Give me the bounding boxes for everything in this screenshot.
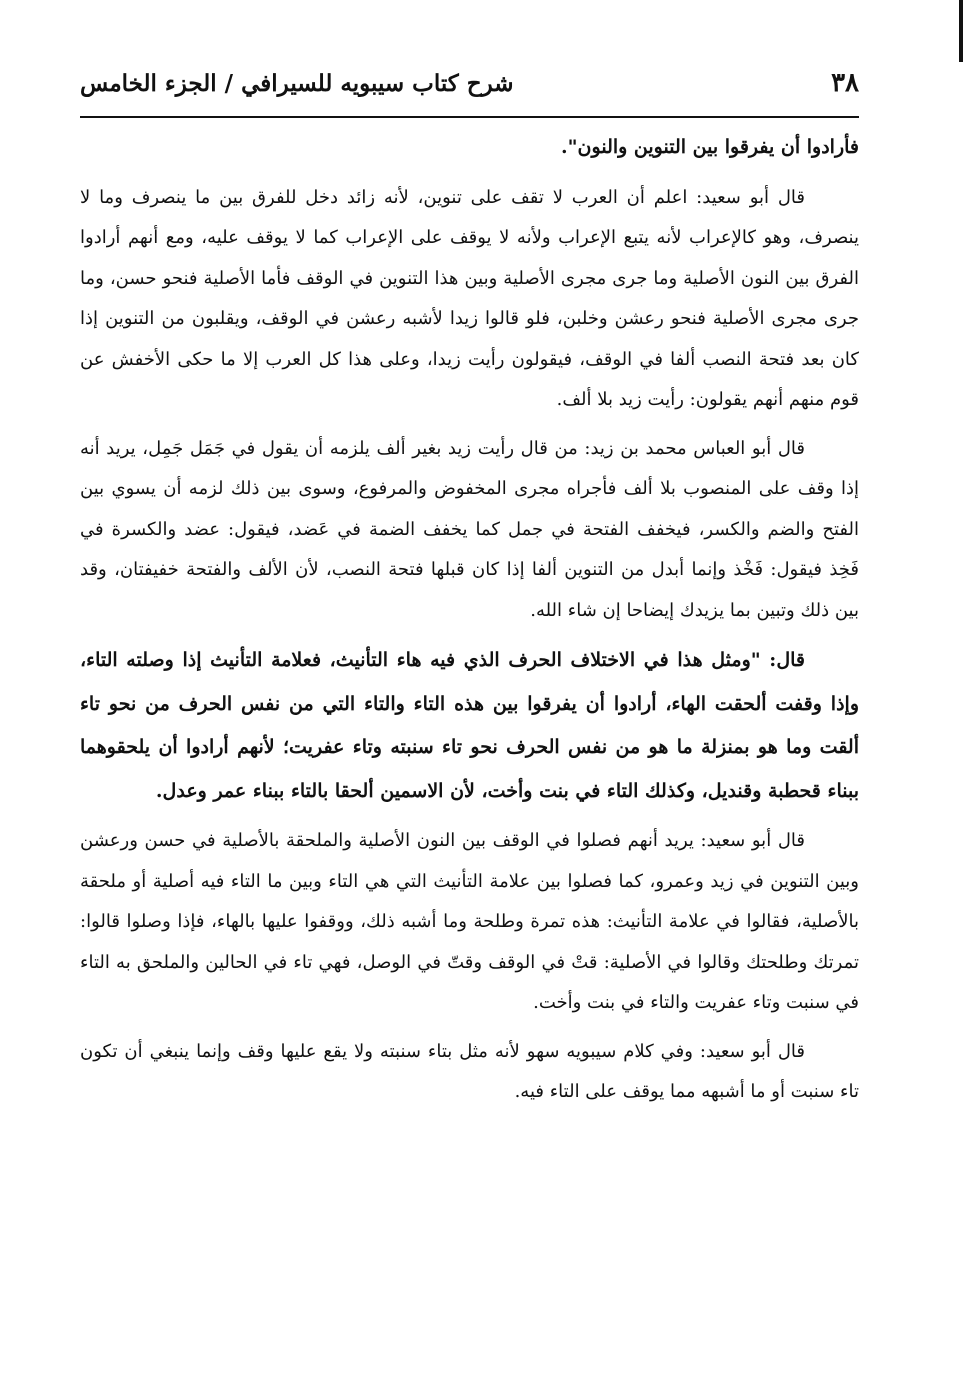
commentary-paragraph: قال أبو سعيد: وفي كلام سيبويه سهو لأنه مثل بتاء سنبته ولا يقع عليها وقف وإنما ينبغي أن تكون تاء سنبت أو ما أشبهه مما يوقف على التاء فيه. <box>80 1040 859 1102</box>
quoted-text-continuation: فأرادوا أن يفرقوا بين التنوين والنون". <box>561 136 859 158</box>
commentary-paragraph: قال أبو العباس محمد بن زيد: من قال رأيت زيد بغير ألف يلزمه أن يقول في جَمَل جَمِل، يريد أنه إذا وقف على المنصوب بلا ألف فأجراه مجرى المخفوض والمرفوع، وسوى بين ذلك لزمه أن يسوي بين الفتح والضم والكسر، فيخفف الفتحة في جمل كما يخفف الضمة في عَضد، فيقول: عضد والكسرة في فَخِذ فيقول: فَخْذ وإنما أبدل من التنوين ألفا إذا كان قبلها فتحة النصب، لأن الألف والفتحة خفيفتان، وقد بين ذلك وتبين بما يزيدك إيضاحا إن شاء الله. <box>80 437 860 621</box>
header-rule <box>80 116 859 118</box>
page-body <box>80 126 859 1121</box>
page-number: ٣٨ <box>831 68 859 98</box>
page-header <box>80 55 859 111</box>
quoted-text-paragraph: قال: "ومثل هذا في الاختلاف الحرف الذي فيه هاء التأنيث، فعلامة التأنيث إذا وصلته التاء، وإذا وقفت ألحقت الهاء، أرادوا أن يفرقوا بين هذه التاء والتاء التي من نفس الحرف من نحو تاء ألقت وما هو بمنزلة ما هو من نفس الحرف نحو تاء سنبته وتاء عفريت؛ لأنهم أرادوا أن يلحقوهما ببناء قحطبة وقنديل، وكذلك التاء في بنت وأخت، لأن الاسمين ألحقا بالتاء ببناء عمر وعدل. <box>80 649 859 802</box>
commentary-paragraph: قال أبو سعيد: اعلم أن العرب لا تقف على تنوين، لأنه زائد دخل للفرق بين ما ينصرف وما لا ينصرف، وهو كالإعراب لأنه يتبع الإعراب ولأنه لا يوقف على الإعراب كما لا يوقف عليه، ومع أنهم أرادوا الفرق بين النون الأصلية وما جرى مجرى الأصلية وبين هذا التنوين في الوقف فأما الأصلية فنحو حسن، وما جرى مجرى الأصلية فنحو رعشن وخلبن، فلو قالوا زيدا لأشبه رعشن في الوقف، ويقلبون من التنوين إذا كان بعد فتحة النصب ألفا في الوقف، فيقولون رأيت زيدا، وعلى هذا كل العرب إلا ما حكى الأخفش عن قوم منهم أنهم يقولون: رأيت زيد بلا ألف. <box>80 186 859 410</box>
running-title: شرح كتاب سيبويه للسيرافي / الجزء الخامس <box>80 69 514 97</box>
commentary-paragraph: قال أبو سعيد: يريد أنهم فصلوا في الوقف بين النون الأصلية والملحقة بالأصلية في حسن ورعشن وبين التنوين في زيد وعمرو، كما فصلوا بين علامة التأنيث التي هي التاء وبين ما التاء فيه أصلية أو ملحقة بالأصلية، فقالوا في علامة التأنيث: هذه تمرة وطلحة وما أشبه ذلك، ووقفوا عليها بالهاء، فإذا وصلوا قالوا: تمرتك وطلحتك وقالوا في الأصلية: قتْ في الوقف وقتّ في الوصل، فهي تاء في الحالين والملحق به التاء في سنبت وتاء عفريت والتاء في بنت وأخت. <box>80 830 859 1013</box>
page-edge-mark <box>959 0 963 62</box>
